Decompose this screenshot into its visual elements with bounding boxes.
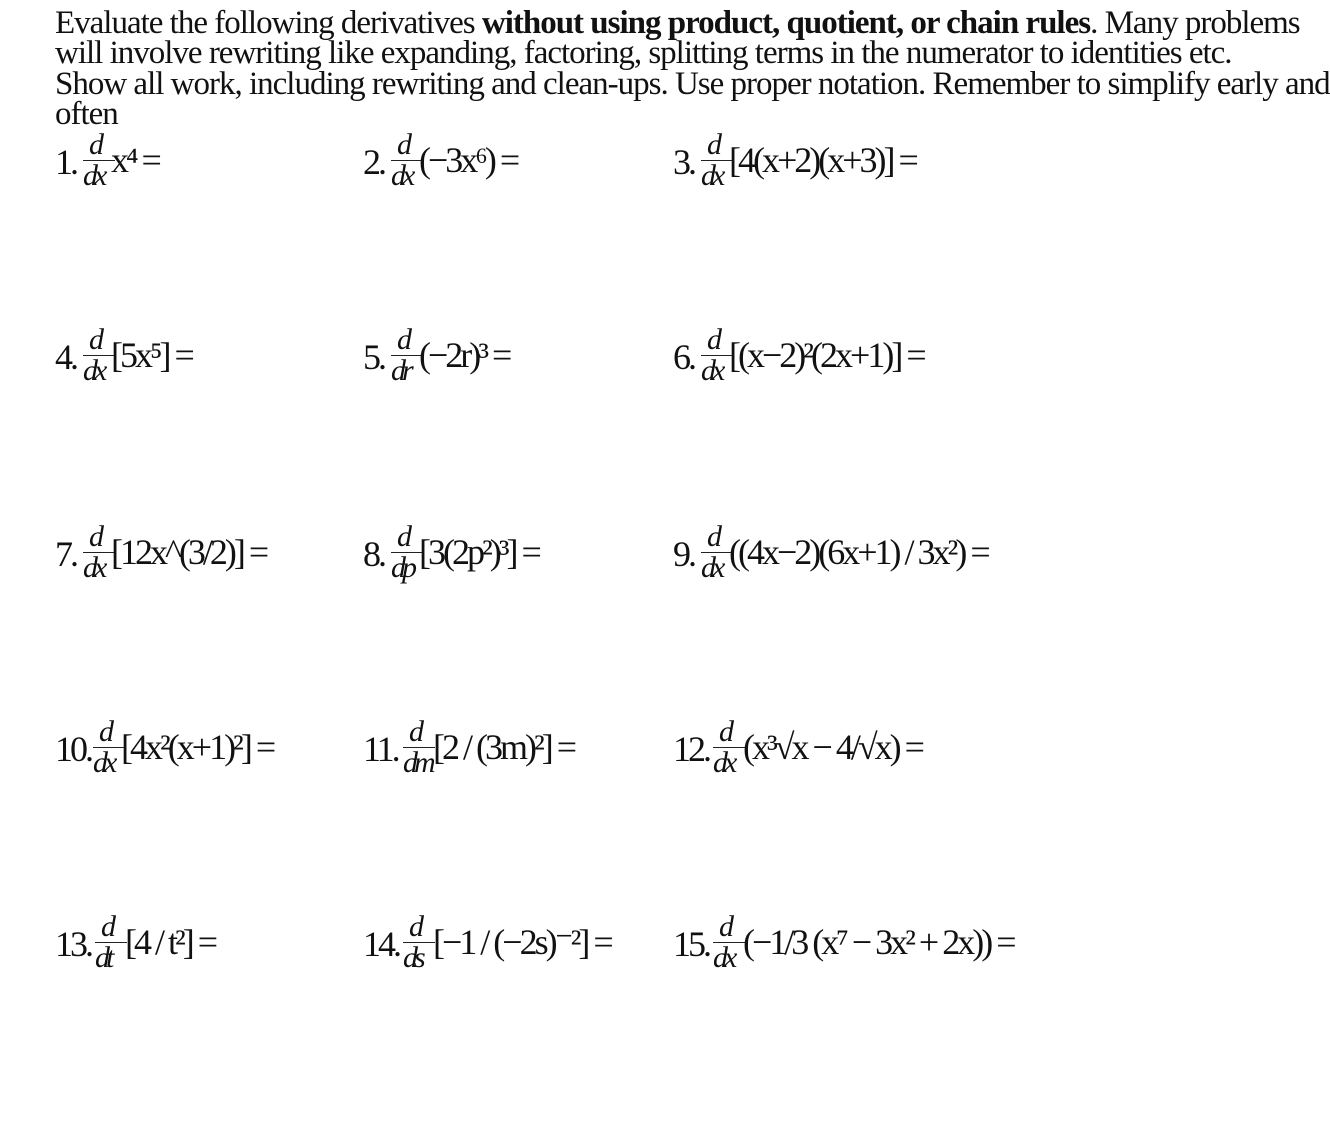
operator-denominator: dx (93, 746, 114, 779)
expression: (−3x⁶) = (419, 140, 518, 180)
problem-number: 14. (363, 924, 399, 964)
operator-denominator: dm (403, 746, 432, 779)
operator-denominator: dx (83, 551, 104, 584)
instructions-text-end: . Many problems (1090, 5, 1300, 41)
operator-denominator: dx (713, 746, 734, 779)
instructions-line-1 (55, 5, 1300, 41)
derivative-operator (403, 717, 435, 778)
expression: [2 / (3m)²] = (433, 727, 575, 767)
operator-numerator: d (713, 717, 745, 748)
expression: (−2r)³ = (419, 335, 510, 375)
operator-numerator: d (93, 717, 125, 748)
operator-denominator: dp (391, 551, 413, 584)
instructions-line-2: will involve rewriting like expanding, factoring, splitting terms in the numerator to identities etc. (55, 35, 1232, 72)
instructions-line-4: often (55, 96, 118, 133)
problem-number: 8. (363, 534, 384, 574)
operator-denominator: dx (83, 354, 104, 387)
problem-number: 10. (55, 729, 91, 769)
operator-denominator: dt (95, 941, 111, 974)
problem-number: 11. (363, 729, 398, 769)
instructions (55, 5, 1330, 133)
problem-number: 5. (363, 337, 384, 377)
operator-denominator: dx (701, 159, 722, 192)
operator-numerator: d (95, 912, 127, 943)
operator-numerator: d (83, 130, 115, 161)
problem-number: 3. (673, 142, 694, 182)
expression: [3(2p²)³] = (419, 532, 539, 572)
operator-numerator: d (701, 130, 733, 161)
derivative-operator (713, 717, 745, 778)
operator-numerator: d (701, 325, 733, 356)
problem-number: 2. (363, 142, 384, 182)
problem-number: 7. (55, 534, 76, 574)
expression: [(x−2)²(2x+1)] = (729, 335, 924, 375)
operator-numerator: d (403, 717, 435, 748)
expression: [12x^(3/2)] = (111, 532, 267, 572)
operator-numerator: d (391, 522, 423, 553)
problem-number: 9. (673, 534, 694, 574)
expression: (−1/3 (x⁷ − 3x² + 2x)) = (743, 922, 1014, 962)
problem-number: 4. (55, 337, 76, 377)
expression: [−1 / (−2s)⁻²] = (433, 922, 611, 962)
expression: (x³√x − 4/√x) = (743, 727, 922, 767)
operator-numerator: d (713, 912, 745, 943)
operator-denominator: dx (701, 354, 722, 387)
operator-denominator: dx (83, 159, 104, 192)
problem-number: 15. (673, 924, 709, 964)
operator-denominator: ds (403, 941, 422, 974)
derivative-operator (95, 912, 127, 973)
instructions-bold-text: without using product, quotient, or chain rules (481, 5, 1091, 41)
expression: [4(x+2)(x+3)] = (729, 140, 916, 180)
expression: x⁴ = (111, 140, 159, 180)
operator-numerator: d (391, 325, 423, 356)
operator-numerator: d (701, 522, 733, 553)
problem-number: 12. (673, 729, 709, 769)
operator-denominator: dr (391, 354, 410, 387)
operator-denominator: dx (713, 941, 734, 974)
problem-number: 6. (673, 337, 694, 377)
expression: [4 / t²] = (125, 922, 216, 962)
operator-denominator: dx (391, 159, 412, 192)
expression: [5x⁵] = (111, 335, 192, 375)
instructions-text: Evaluate the following derivatives (55, 5, 482, 41)
problem-number: 1. (55, 142, 76, 182)
derivative-operator (713, 912, 745, 973)
derivative-operator (403, 912, 435, 973)
expression: [4x²(x+1)²] = (121, 727, 274, 767)
operator-numerator: d (83, 522, 115, 553)
expression: ((4x−2)(6x+1) / 3x²) = (729, 532, 988, 572)
operator-numerator: d (83, 325, 115, 356)
instructions-line-3: Show all work, including rewriting and clean-ups. Use proper notation. Remember to simplify early and (55, 65, 1330, 102)
operator-denominator: dx (701, 551, 722, 584)
problem-number: 13. (55, 924, 91, 964)
operator-numerator: d (391, 130, 423, 161)
operator-numerator: d (403, 912, 435, 943)
